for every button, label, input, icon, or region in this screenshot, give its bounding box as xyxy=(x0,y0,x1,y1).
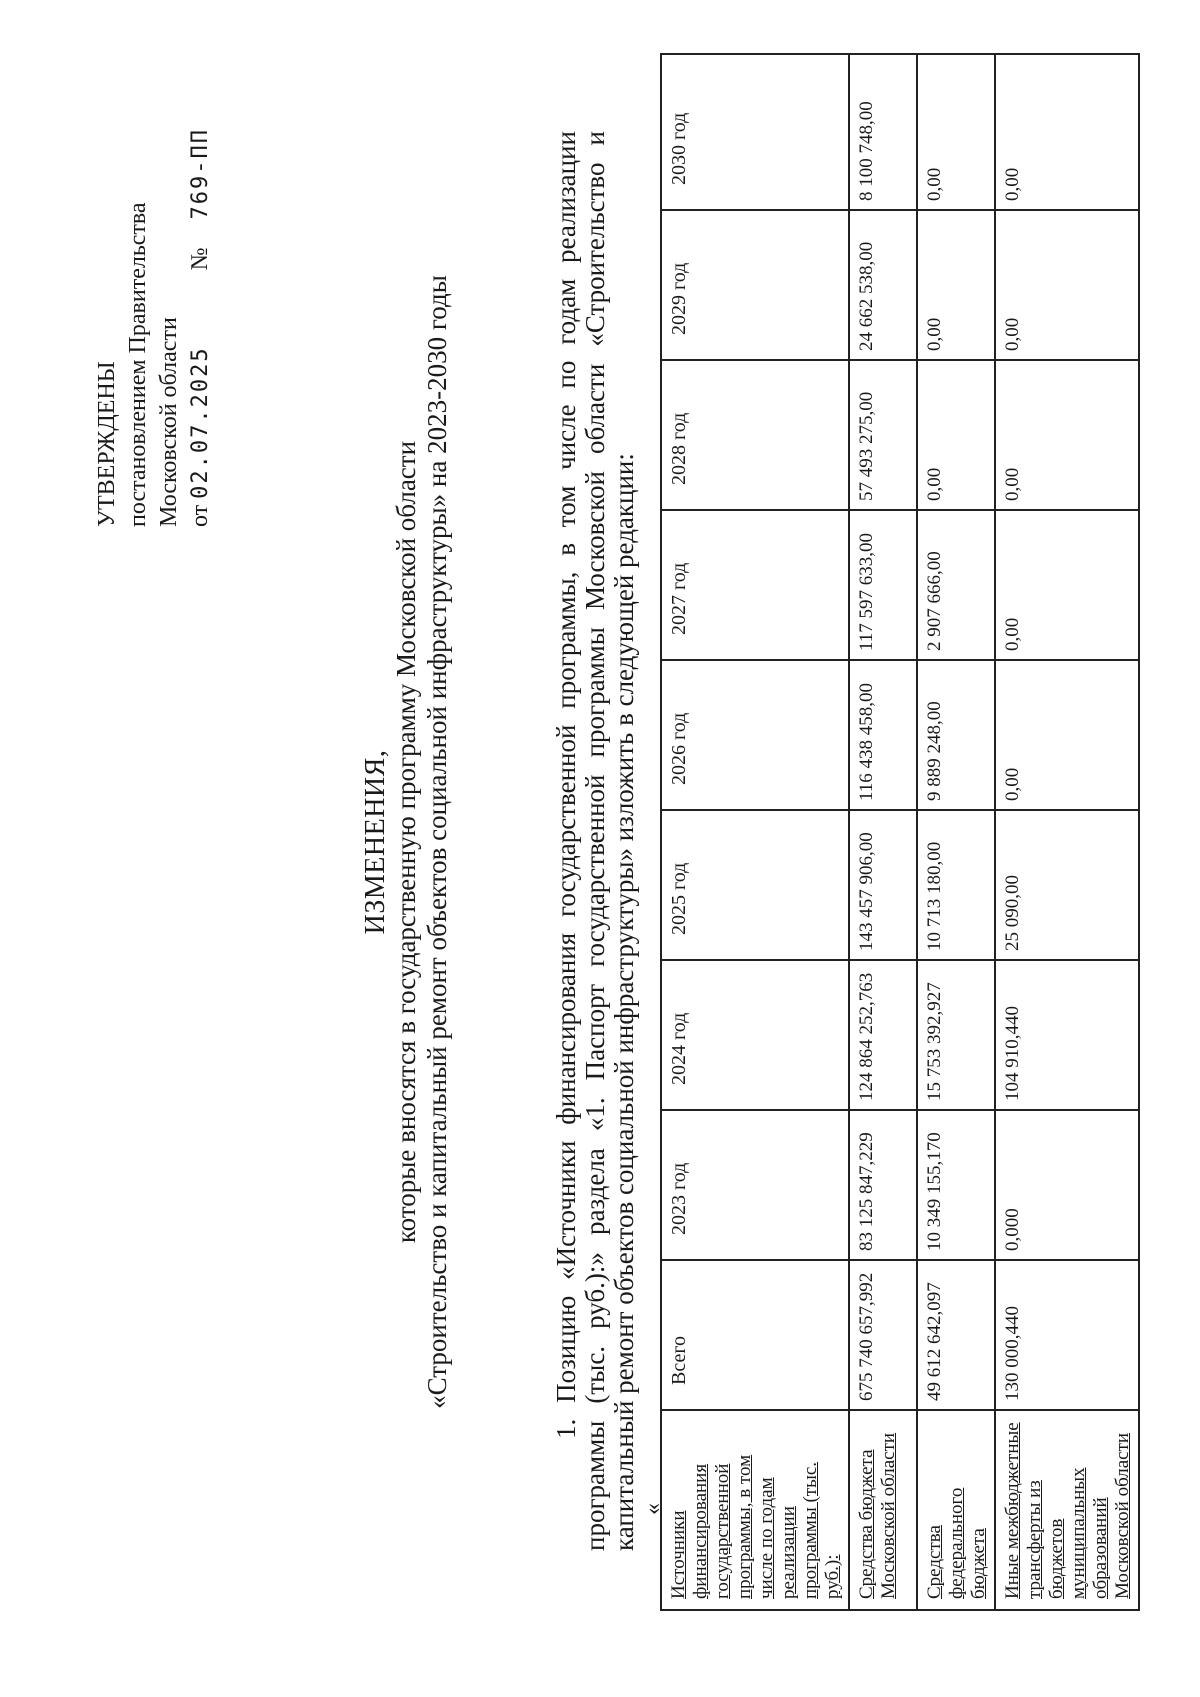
cell-value: 15 753 392,927 xyxy=(917,960,995,1110)
cell-value: 10 713 180,00 xyxy=(917,810,995,960)
cell-value: 0,000 xyxy=(995,1110,1139,1260)
header-2029: 2029 год xyxy=(661,210,849,360)
header-source-cell: Источники финансирования государственной программы, в том числе по годам реализации программы (тыс. руб.): xyxy=(661,1410,849,1610)
quote-mark: « xyxy=(640,1503,666,1515)
cell-value: 57 493 275,00 xyxy=(849,360,917,510)
approval-title: УТВЕРЖДЕНЫ xyxy=(94,361,120,527)
number-label: № xyxy=(187,247,213,271)
header-2028: 2028 год xyxy=(661,360,849,510)
approval-date-line xyxy=(185,47,216,527)
cell-value: 0,00 xyxy=(917,54,995,210)
cell-value: 25 090,00 xyxy=(995,810,1139,960)
cell-value: 675 740 657,992 xyxy=(849,1260,917,1410)
heading-title: ИЗМЕНЕНИЯ, xyxy=(360,749,391,935)
cell-value: 0,00 xyxy=(995,54,1139,210)
approval-stamp xyxy=(92,47,216,527)
body-paragraph xyxy=(552,131,639,1551)
cell-value: 143 457 906,00 xyxy=(849,810,917,960)
header-2027: 2027 год xyxy=(661,510,849,660)
table-header-row xyxy=(661,54,849,1610)
approval-line-1: постановлением Правительства xyxy=(125,202,151,527)
cell-value: 0,00 xyxy=(995,210,1139,360)
date-prefix: от xyxy=(187,504,213,527)
heading-line-2: «Строительство и капитальный ремонт объектов социальной инфраструктуры» на 2023-2030 годы xyxy=(422,275,452,1409)
header-total: Всего xyxy=(661,1260,849,1410)
cell-value: 8 100 748,00 xyxy=(849,54,917,210)
table-row xyxy=(849,54,917,1610)
approval-line-2: Московской области xyxy=(156,317,182,527)
cell-value: 24 662 538,00 xyxy=(849,210,917,360)
cell-value: 2 907 666,00 xyxy=(917,510,995,660)
cell-value: 0,00 xyxy=(995,360,1139,510)
header-2023: 2023 год xyxy=(661,1110,849,1260)
header-2030: 2030 год xyxy=(661,54,849,210)
heading-line-1: которые вносятся в государственную программу Московской области xyxy=(391,440,421,1244)
cell-value: 117 597 633,00 xyxy=(849,510,917,660)
cell-value: 0,00 xyxy=(917,360,995,510)
approval-number: 769-ПП xyxy=(188,127,213,220)
header-2026: 2026 год xyxy=(661,660,849,810)
cell-value: 10 349 155,170 xyxy=(917,1110,995,1260)
cell-value: 83 125 847,229 xyxy=(849,1110,917,1260)
cell-value: 0,00 xyxy=(995,660,1139,810)
cell-value: 0,00 xyxy=(917,210,995,360)
paragraph-text: 1. Позицию «Источники финансирования государственной программы, в том числе по годам реализации программы (тыс. руб.):» раздела «1. Паспорт государственной программы Московской области «Строительство и капитальный ремонт объектов социальной инфраструктуры» изложить в следующей редакции: xyxy=(551,131,639,1551)
row-label: Средства федерального бюджета xyxy=(917,1410,995,1610)
cell-value: 0,00 xyxy=(995,510,1139,660)
document-heading xyxy=(360,217,453,1467)
cell-value: 116 438 458,00 xyxy=(849,660,917,810)
table-row xyxy=(995,54,1139,1610)
table-row xyxy=(917,54,995,1610)
row-label: Иные межбюджетные трансферты из бюджетов муниципальных образований Московской области xyxy=(995,1410,1139,1610)
financing-table xyxy=(660,53,1140,1611)
approval-date: 02.07.2025 xyxy=(188,346,213,499)
cell-value: 124 864 252,763 xyxy=(849,960,917,1110)
header-2024: 2024 год xyxy=(661,960,849,1110)
cell-value: 49 612 642,097 xyxy=(917,1260,995,1410)
cell-value: 130 000,440 xyxy=(995,1260,1139,1410)
cell-value: 104 910,440 xyxy=(995,960,1139,1110)
header-2025: 2025 год xyxy=(661,810,849,960)
row-label: Средства бюджета Московской области xyxy=(849,1410,917,1610)
cell-value: 9 889 248,00 xyxy=(917,660,995,810)
